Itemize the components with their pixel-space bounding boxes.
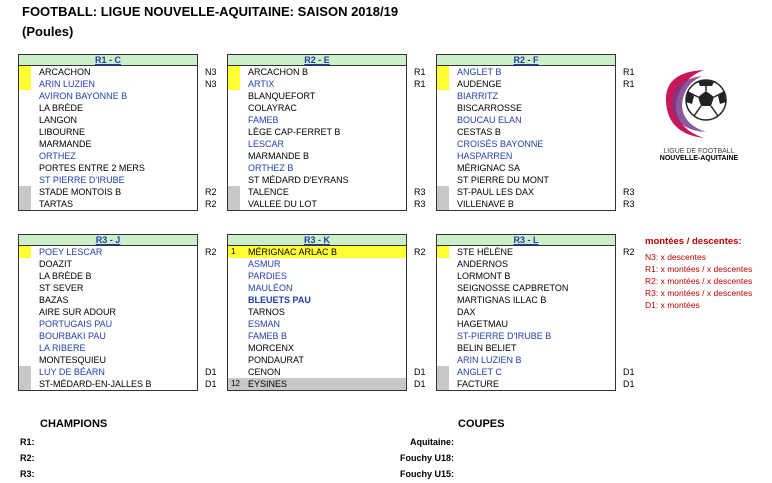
team-row xyxy=(19,330,197,342)
status-marker xyxy=(437,66,449,78)
team-name: CESTAS B xyxy=(457,127,501,137)
team-row xyxy=(228,354,406,366)
division-code: R2 xyxy=(205,199,217,209)
division-code: N3 xyxy=(205,67,217,77)
division-code: R2 xyxy=(205,187,217,197)
team-row xyxy=(437,378,635,390)
team-name: ARTIX xyxy=(248,79,275,89)
status-marker xyxy=(228,318,240,330)
division-code: R2 xyxy=(205,247,217,257)
team-row xyxy=(228,114,406,126)
division-code: R3 xyxy=(623,187,635,197)
team-row xyxy=(19,102,197,114)
logo-line-1: LIGUE DE FOOTBALL xyxy=(663,148,735,155)
team-row xyxy=(228,366,426,378)
status-marker xyxy=(228,354,240,366)
pool-team-list xyxy=(18,66,217,211)
team-name: ARCACHON xyxy=(39,67,91,77)
team-row xyxy=(437,294,615,306)
status-marker xyxy=(437,150,449,162)
team-row xyxy=(437,270,615,282)
status-marker xyxy=(437,354,449,366)
team-row xyxy=(19,66,217,78)
team-name: ARIN LUZIEN xyxy=(39,79,96,89)
team-name: PORTES ENTRE 2 MERS xyxy=(39,163,145,173)
status-marker xyxy=(437,342,449,354)
status-marker xyxy=(437,318,449,330)
team-row xyxy=(228,378,426,390)
status-marker xyxy=(228,186,240,198)
team-row xyxy=(19,318,197,330)
pool-r2-f xyxy=(436,54,635,211)
team-row xyxy=(228,78,426,90)
status-marker xyxy=(437,102,449,114)
team-name: BOURBAKI PAU xyxy=(39,331,106,341)
division-code: R1 xyxy=(623,79,635,89)
team-row xyxy=(19,162,197,174)
status-marker xyxy=(19,306,31,318)
pool-team-list xyxy=(436,246,635,391)
pool-team-list xyxy=(18,246,217,391)
team-row xyxy=(19,270,197,282)
status-marker xyxy=(19,258,31,270)
team-row xyxy=(19,258,197,270)
team-row xyxy=(437,102,615,114)
team-row xyxy=(19,342,197,354)
status-marker xyxy=(19,354,31,366)
pool-header: R3 - K xyxy=(227,234,407,246)
team-name: ANGLET B xyxy=(457,67,502,77)
team-name: TARNOS xyxy=(248,307,285,317)
team-name: ST PIERRE DU MONT xyxy=(457,175,549,185)
legend-item: R1: x montées / x descentes xyxy=(645,264,753,274)
logo-line-2: NOUVELLE-AQUITAINE xyxy=(659,155,739,162)
team-name: TALENCE xyxy=(248,187,289,197)
team-name: FAMEB xyxy=(248,115,279,125)
status-marker xyxy=(228,102,240,114)
status-marker xyxy=(437,258,449,270)
team-row xyxy=(437,162,615,174)
status-marker xyxy=(228,66,240,78)
team-name: BISCARROSSE xyxy=(457,103,523,113)
status-marker xyxy=(437,174,449,186)
team-name: MORCENX xyxy=(248,343,295,353)
pool-r2-e xyxy=(227,54,426,211)
team-name: ST-MÉDARD-EN-JALLES B xyxy=(39,379,152,389)
status-marker xyxy=(19,294,31,306)
division-code: R1 xyxy=(414,67,426,77)
team-name: ST-PAUL LES DAX xyxy=(457,187,535,197)
division-code: R2 xyxy=(623,247,635,257)
team-row xyxy=(228,258,406,270)
team-row xyxy=(437,138,615,150)
pool-team-list xyxy=(227,66,426,211)
champions-r2-label: R2: xyxy=(20,453,35,463)
team-name: LA RIBERE xyxy=(39,343,86,353)
page-title: FOOTBALL: LIGUE NOUVELLE-AQUITAINE: SAISON 2018/19 xyxy=(22,4,399,19)
team-name: ORTHEZ B xyxy=(248,163,294,173)
team-name: LORMONT B xyxy=(457,271,511,281)
status-marker xyxy=(19,378,31,390)
status-marker xyxy=(437,90,449,102)
team-name: POEY LESCAR xyxy=(39,247,103,257)
team-name: ST PIERRE D'IRUBE xyxy=(39,175,125,185)
status-marker xyxy=(19,270,31,282)
legend-item: R2: x montées / x descentes xyxy=(645,276,753,286)
division-code: D1 xyxy=(205,367,217,377)
team-name: MARMANDE B xyxy=(248,151,310,161)
champions-r3-label: R3: xyxy=(20,469,35,479)
status-marker xyxy=(228,138,240,150)
team-name: FACTURE xyxy=(457,379,500,389)
team-row xyxy=(437,126,615,138)
team-row xyxy=(228,294,406,306)
team-row xyxy=(19,294,197,306)
status-marker xyxy=(19,114,31,126)
status-marker xyxy=(19,282,31,294)
status-marker xyxy=(437,294,449,306)
status-marker xyxy=(437,246,449,258)
status-marker xyxy=(437,306,449,318)
page-subtitle: (Poules) xyxy=(22,24,74,39)
team-name: BLANQUEFORT xyxy=(248,91,316,101)
team-name: AIRE SUR ADOUR xyxy=(39,307,117,317)
team-name: LIBOURNE xyxy=(39,127,86,137)
division-code: D1 xyxy=(623,379,635,389)
team-row xyxy=(19,126,197,138)
team-name: CROISÉS BAYONNE xyxy=(457,139,544,149)
team-name: SEIGNOSSE CAPBRETON xyxy=(457,283,569,293)
status-marker xyxy=(437,138,449,150)
team-name: ST-PIERRE D'IRUBE B xyxy=(457,331,552,341)
team-row xyxy=(19,114,197,126)
team-name: HASPARREN xyxy=(457,151,513,161)
champions-r1-label: R1: xyxy=(20,437,35,447)
team-row xyxy=(228,186,426,198)
status-marker xyxy=(19,78,31,90)
status-marker xyxy=(19,174,31,186)
pool-team-list xyxy=(227,246,426,391)
status-marker xyxy=(228,294,240,306)
status-marker xyxy=(228,270,240,282)
status-marker xyxy=(19,318,31,330)
team-row xyxy=(228,198,426,210)
team-name: VALLEE DU LOT xyxy=(248,199,317,209)
division-code: R2 xyxy=(414,247,426,257)
coupe-aquitaine-label: Aquitaine: xyxy=(410,437,454,447)
team-row xyxy=(228,306,406,318)
team-name: MÉRIGNAC SA xyxy=(457,163,521,173)
team-row xyxy=(228,282,406,294)
team-row xyxy=(437,114,615,126)
division-code: N3 xyxy=(205,79,217,89)
team-name: FAMEB B xyxy=(248,331,288,341)
team-name: HAGETMAU xyxy=(457,319,509,329)
legend-item: D1: x montées xyxy=(645,300,700,310)
pool-r3-j xyxy=(18,234,217,391)
division-code: D1 xyxy=(414,367,426,377)
coupes-title: COUPES xyxy=(458,418,505,430)
status-marker xyxy=(19,246,31,258)
legend-item: R3: x montées / x descentes xyxy=(645,288,753,298)
status-marker xyxy=(437,378,449,390)
status-marker xyxy=(228,90,240,102)
division-code: R3 xyxy=(414,187,426,197)
team-name: MARMANDE xyxy=(39,139,92,149)
status-marker xyxy=(228,114,240,126)
team-row xyxy=(228,162,406,174)
status-marker xyxy=(19,66,31,78)
league-logo xyxy=(654,64,744,176)
team-row xyxy=(19,282,197,294)
pool-header: R3 - L xyxy=(436,234,616,246)
status-marker xyxy=(437,366,449,378)
team-name: EYSINES xyxy=(248,379,288,389)
status-marker xyxy=(19,90,31,102)
team-name: STADE MONTOIS B xyxy=(39,187,122,197)
status-marker xyxy=(19,126,31,138)
division-code: D1 xyxy=(623,367,635,377)
team-name: STE HÉLÈNE xyxy=(457,247,514,257)
team-row xyxy=(19,138,197,150)
team-row xyxy=(437,258,615,270)
team-row xyxy=(437,246,635,258)
division-code: R1 xyxy=(414,79,426,89)
team-row xyxy=(437,186,635,198)
team-row xyxy=(228,66,426,78)
team-row xyxy=(437,306,615,318)
team-name: MONTESQUIEU xyxy=(39,355,107,365)
status-marker xyxy=(228,330,240,342)
legend-title: montées / descentes: xyxy=(645,236,742,247)
team-row xyxy=(437,198,635,210)
team-name: VILLENAVE B xyxy=(457,199,514,209)
division-code: R3 xyxy=(414,199,426,209)
team-row xyxy=(437,330,615,342)
team-row xyxy=(437,318,615,330)
team-name: ANGLET C xyxy=(457,367,502,377)
status-marker xyxy=(228,258,240,270)
pool-r3-l xyxy=(436,234,635,391)
team-row xyxy=(19,150,197,162)
division-code: R1 xyxy=(623,67,635,77)
team-name: AUDENGE xyxy=(457,79,502,89)
status-marker xyxy=(228,366,240,378)
status-marker xyxy=(19,186,31,198)
team-name: LA BRÈDE B xyxy=(39,271,92,281)
pool-header: R2 - F xyxy=(436,54,616,66)
team-row xyxy=(19,354,197,366)
status-marker xyxy=(437,330,449,342)
team-name: BLEUETS PAU xyxy=(248,295,311,305)
team-row xyxy=(19,90,197,102)
team-row xyxy=(19,78,217,90)
team-row xyxy=(437,78,635,90)
pool-r3-k xyxy=(227,234,426,391)
team-row xyxy=(228,342,406,354)
status-marker xyxy=(228,342,240,354)
team-name: BAZAS xyxy=(39,295,69,305)
team-row xyxy=(228,126,406,138)
team-name: LÈGE CAP-FERRET B xyxy=(248,127,341,137)
team-row xyxy=(437,282,615,294)
team-name: PORTUGAIS PAU xyxy=(39,319,113,329)
team-name: LA BRÈDE xyxy=(39,103,84,113)
team-row xyxy=(228,90,406,102)
team-name: ST MÉDARD D'EYRANS xyxy=(248,175,349,185)
team-row xyxy=(19,378,217,390)
team-row xyxy=(228,246,426,258)
team-row xyxy=(228,102,406,114)
team-row xyxy=(19,198,217,210)
team-row xyxy=(437,90,615,102)
pool-header: R1 - C xyxy=(18,54,198,66)
team-name: COLAYRAC xyxy=(248,103,297,113)
team-name: LUY DE BÉARN xyxy=(39,367,105,377)
division-code: D1 xyxy=(414,379,426,389)
team-name: MAULÉON xyxy=(248,283,293,293)
team-row xyxy=(19,246,217,258)
status-marker xyxy=(19,102,31,114)
team-name: BIARRITZ xyxy=(457,91,499,101)
team-row xyxy=(19,366,217,378)
status-marker xyxy=(437,162,449,174)
team-row xyxy=(228,138,406,150)
status-marker xyxy=(228,126,240,138)
team-name: DAX xyxy=(457,307,476,317)
team-row xyxy=(19,306,197,318)
status-marker xyxy=(437,126,449,138)
status-marker xyxy=(228,306,240,318)
team-row xyxy=(437,342,615,354)
team-name: LESCAR xyxy=(248,139,285,149)
team-name: MARTIGNAS ILLAC B xyxy=(457,295,547,305)
team-row xyxy=(19,174,197,186)
team-row xyxy=(437,174,615,186)
team-row xyxy=(437,66,635,78)
rank-number: 1 xyxy=(231,247,236,256)
team-name: BELIN BELIET xyxy=(457,343,517,353)
status-marker xyxy=(228,78,240,90)
team-row xyxy=(437,354,615,366)
team-row xyxy=(228,318,406,330)
team-name: ANDERNOS xyxy=(457,259,509,269)
team-row xyxy=(437,366,635,378)
team-name: ORTHEZ xyxy=(39,151,76,161)
division-code: R3 xyxy=(623,199,635,209)
status-marker xyxy=(437,270,449,282)
status-marker xyxy=(437,198,449,210)
status-marker xyxy=(19,162,31,174)
team-name: LANGON xyxy=(39,115,78,125)
status-marker xyxy=(19,330,31,342)
status-marker xyxy=(19,138,31,150)
status-marker xyxy=(19,150,31,162)
status-marker xyxy=(228,150,240,162)
team-name: MÉRIGNAC ARLAC B xyxy=(248,247,338,257)
coupe-fouchy-u18-label: Fouchy U18: xyxy=(399,453,454,463)
team-name: PARDIES xyxy=(248,271,287,281)
team-row xyxy=(228,150,406,162)
legend-item: N3: x descentes xyxy=(645,252,706,262)
champions-title: CHAMPIONS xyxy=(40,418,108,430)
pool-header: R2 - E xyxy=(227,54,407,66)
pool-team-list xyxy=(436,66,635,211)
status-marker xyxy=(228,174,240,186)
team-name: ST SEVER xyxy=(39,283,84,293)
team-row xyxy=(228,330,406,342)
status-marker xyxy=(228,198,240,210)
team-name: CENON xyxy=(248,367,281,377)
team-name: AVIRON BAYONNE B xyxy=(39,91,128,101)
pool-header: R3 - J xyxy=(18,234,198,246)
status-marker xyxy=(228,162,240,174)
football-logo-icon xyxy=(654,64,744,144)
team-name: DOAZIT xyxy=(39,259,72,269)
status-marker xyxy=(437,114,449,126)
team-name: ASMUR xyxy=(248,259,281,269)
status-marker xyxy=(437,282,449,294)
status-marker xyxy=(437,78,449,90)
status-marker xyxy=(19,342,31,354)
division-code: D1 xyxy=(205,379,217,389)
team-name: ESMAN xyxy=(248,319,281,329)
team-name: ARIN LUZIEN B xyxy=(457,355,522,365)
team-row xyxy=(437,150,615,162)
team-name: PONDAURAT xyxy=(248,355,304,365)
status-marker xyxy=(19,366,31,378)
team-name: BOUCAU ELAN xyxy=(457,115,522,125)
status-marker xyxy=(228,282,240,294)
team-row xyxy=(19,186,217,198)
team-name: ARCACHON B xyxy=(248,67,309,77)
status-marker xyxy=(19,198,31,210)
pool-r1-c xyxy=(18,54,217,211)
team-row xyxy=(228,270,406,282)
coupe-fouchy-u15-label: Fouchy U15: xyxy=(399,469,454,479)
rank-number: 12 xyxy=(231,379,240,388)
status-marker xyxy=(437,186,449,198)
legend xyxy=(645,236,752,311)
team-name: TARTAS xyxy=(39,199,74,209)
team-row xyxy=(228,174,406,186)
